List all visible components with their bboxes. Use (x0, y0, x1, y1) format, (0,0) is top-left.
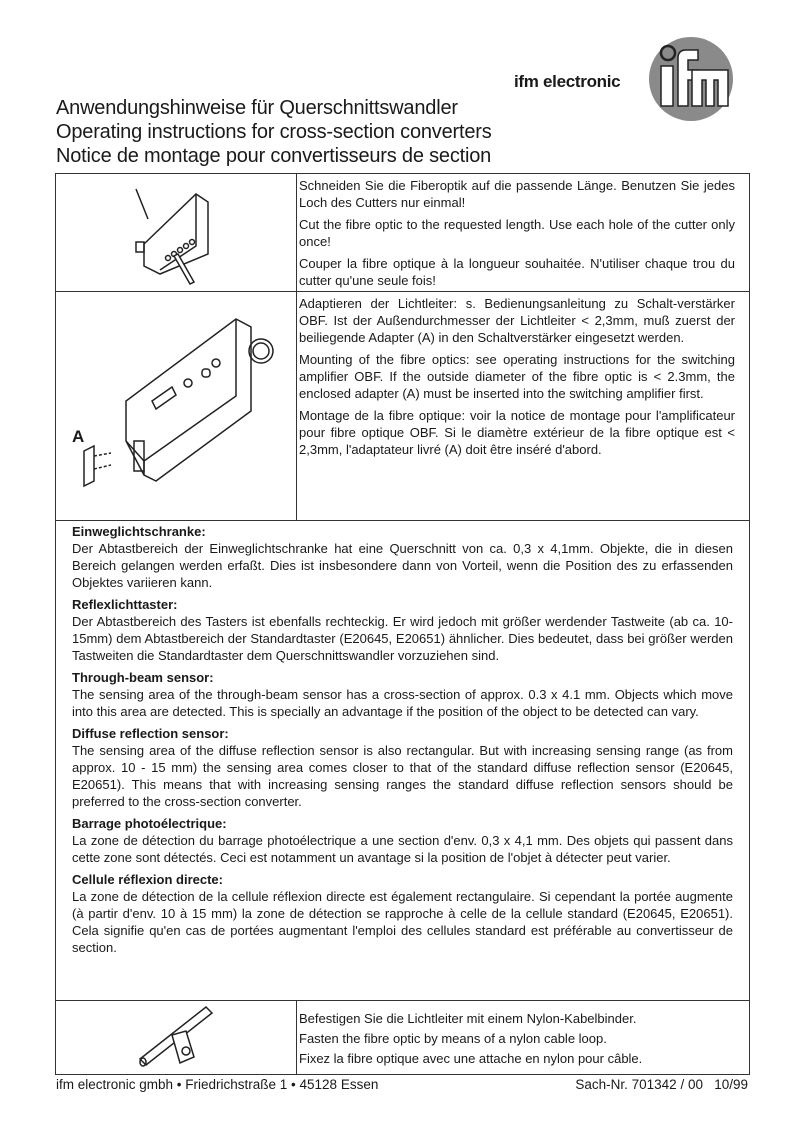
row-cut-fibre (56, 174, 749, 292)
section-heading: Barrage photoélectrique: (72, 816, 227, 831)
text-de: Schneiden Sie die Fiberoptik auf die passende Länge. Benutzen Sie jedes Loch des Cutters nur einmal! (299, 178, 735, 210)
section-text: La zone de détection du barrage photoélectrique a une section d'env. 0,3 x 4,1 mm. Des objets qui passent dans cette zone sont détectés. Ceci est notamment un avantage si la position de l'objet à détecter peut varier. (72, 833, 733, 865)
section-heading: Cellule réflexion directe: (72, 872, 223, 887)
brand-name: ifm electronic (514, 72, 621, 91)
footer (56, 1077, 748, 1092)
cutter-illustration (56, 174, 297, 291)
text-fr: Montage de la fibre optique: voir la notice de montage pour l'amplificateur pour fibre optique OBF. Si le diamètre extérieur de la fibre optique est < 2,3mm, l'adaptateur livré (A) doit être inséré d'abord. (299, 408, 735, 457)
section-text: La zone de détection de la cellule réflexion directe est également rectangulaire. Si cependant la portée augmente (à partir d'env. 10 à 15 mm) la zone de détection se rapproche à celle de la cellule standard (E20645, E20651). Cela signifie qu'en cas de portées augmentant l'emploi des cellules standard est préférable au convertisseur de section. (72, 889, 733, 955)
text-fr: Fixez la fibre optique avec une attache en nylon pour câble. (299, 1051, 643, 1066)
section-heading: Through-beam sensor: (72, 670, 214, 685)
amplifier-illustration (56, 291, 297, 520)
title-fr: Notice de montage pour convertisseurs de section (56, 145, 492, 167)
section-heading: Reflexlichttaster: (72, 597, 178, 612)
section-text: The sensing area of the through-beam sensor has a cross-section of approx. 0.3 x 4.1 mm. Objects which move into this area are detected. This is specially an advantage if the position of the object to be detected can vary. (72, 687, 733, 719)
section-heading: Einweglichtschranke: (72, 524, 206, 539)
title-de: Anwendungshinweise für Querschnittswandler (56, 97, 458, 119)
text-fr: Couper la fibre optique à la longueur souhaitée. N'utiliser chaque trou du cutter qu'une seule fois! (299, 256, 735, 288)
instructions-box (55, 173, 750, 1075)
text-de: Adaptieren der Lichtleiter: s. Bedienungsanleitung zu Schalt-verstärker OBF. Ist der Außendurchmesser der Lichtleiter < 2,3mm, muß zuerst der beiliegende Adapter (A) in den Schaltverstärker eingesetzt werden. (299, 296, 735, 345)
text-en: Mounting of the fibre optics: see operating instructions for the switching amplifier OBF. If the outside diameter of the fibre optic is < 2.3mm, the enclosed adapter (A) must be inserted into the switching amplifier first. (299, 352, 735, 401)
section-text: Der Abtastbereich der Einweglichtschranke hat eine Querschnitt von ca. 0,3 x 4,1mm. Objekte, die in diesen Bereich gelangen werden erfaßt. Dies ist insbesondere dann von Vorteil, wenn die Position des zu erfassenden Objektes variieren kann. (72, 541, 733, 590)
text-en: Cut the fibre optic to the requested length. Use each hole of the cutter only once! (299, 217, 735, 249)
part-number: Sach-Nr. 701342 / 00 10/99 (575, 1077, 748, 1092)
section-heading: Diffuse reflection sensor: (72, 726, 229, 741)
cable-binder-illustration (56, 1001, 297, 1075)
row-fasten-fibre (56, 1000, 749, 1075)
company-address: ifm electronic gmbh • Friedrichstraße 1 • 45128 Essen (56, 1077, 379, 1092)
row-text (299, 295, 735, 463)
row-text (299, 177, 735, 294)
row-text (299, 1009, 735, 1069)
section-text: Der Abtastbereich des Tasters ist ebenfalls rechteckig. Er wird jedoch mit größer werdender Tastweite (ab ca. 10-15mm) dem Abtastbereich der Standardtaster (E20645, E20651) ähnlicher. Dies bedeutet, dass bei größer werden Tastweiten die Standardtaster dem Querschnittswandler vorzuziehen sind. (72, 614, 733, 663)
adapter-label-a: A (72, 427, 85, 446)
ifm-logo (648, 36, 734, 122)
page-title (56, 96, 492, 168)
row-mount-fibre (56, 291, 749, 521)
title-en: Operating instructions for cross-section converters (56, 121, 492, 143)
text-en: Fasten the fibre optic by means of a nylon cable loop. (299, 1031, 607, 1046)
text-de: Befestigen Sie die Lichtleiter mit einem Nylon-Kabelbinder. (299, 1011, 637, 1026)
section-text: The sensing area of the diffuse reflection sensor is also rectangular. But with increasing sensing range (as from approx. 10 - 15 mm) the sensing area comes closer to that of the standard diffuse reflection sensor (E20645, E20651). This means that with increasing sensing ranges the standard diffuse reflection sensors should be preferred to the cross-section converter. (72, 743, 733, 809)
sensor-descriptions (72, 523, 733, 961)
